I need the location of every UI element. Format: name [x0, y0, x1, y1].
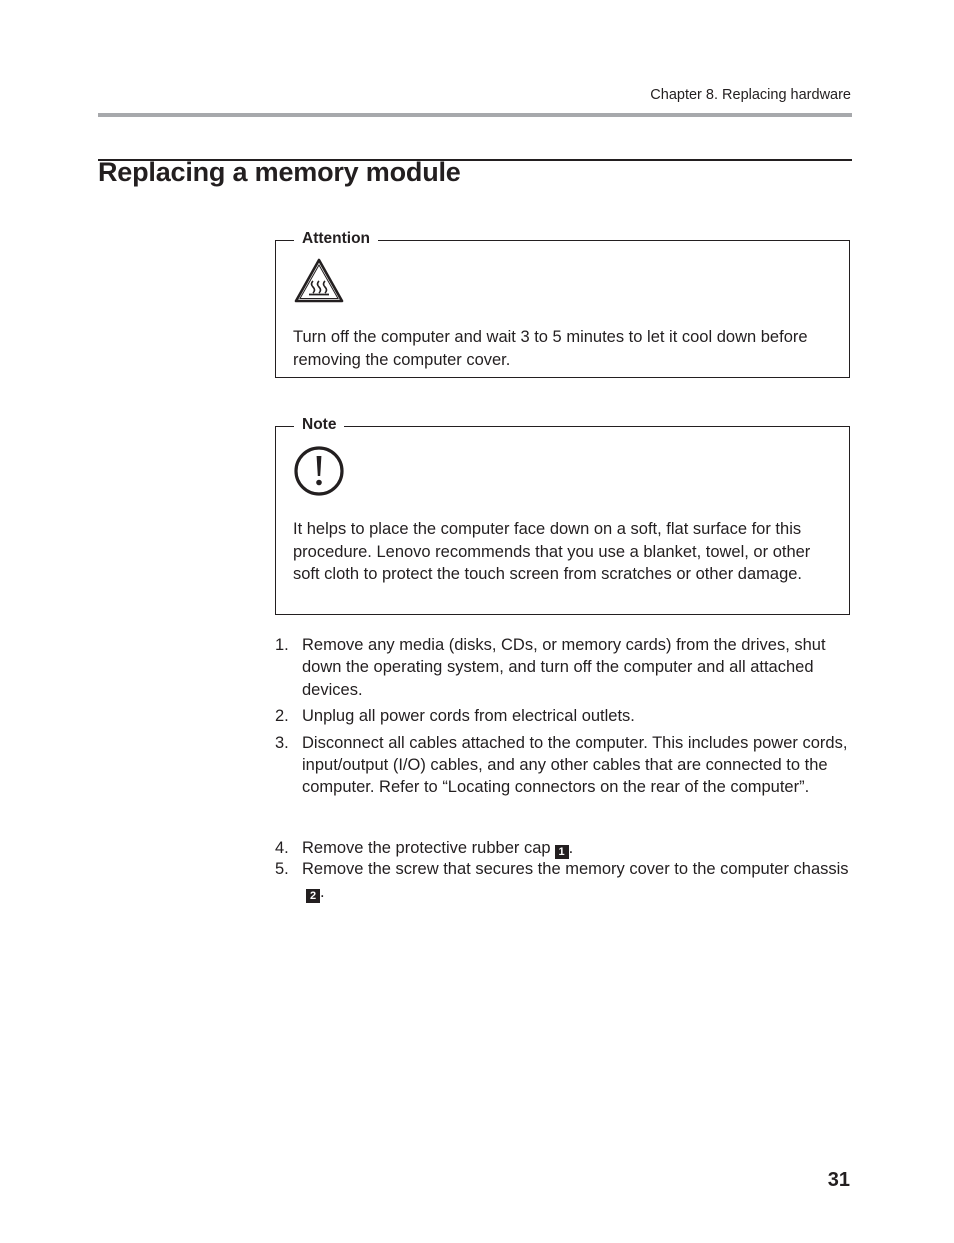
- attention-text: Turn off the computer and wait 3 to 5 minutes to let it cool down before removing the computer cover.: [293, 328, 808, 369]
- page-title: Replacing a memory module: [98, 157, 461, 187]
- step-number: 3.: [275, 733, 289, 752]
- list-item: [275, 705, 855, 727]
- hot-surface-warning-icon: [293, 257, 345, 310]
- step-number: 5.: [275, 860, 289, 879]
- step-text: Unplug all power cords from electrical outlets.: [302, 707, 635, 726]
- note-label: Note: [294, 414, 344, 436]
- step-number: 2.: [275, 707, 289, 726]
- step-text: Remove any media (disks, CDs, or memory cards) from the drives, shut down the operating system, and turn off the computer and all attached devices.: [302, 636, 826, 699]
- steps-list-b: [275, 837, 855, 903]
- exclamation-circle-icon: [293, 445, 345, 502]
- step-text: Remove the screw that secures the memory cover to the computer chassis: [302, 860, 849, 879]
- running-head: Chapter 8. Replacing hardware: [650, 87, 851, 103]
- step-end: .: [568, 839, 574, 857]
- note-text: It helps to place the computer face down on a soft, flat surface for this procedure. Lenovo recommends that you use a blanket, towel, or other soft cloth to protect the touch screen from scratches or other damage.: [293, 520, 811, 584]
- list-item: [275, 634, 855, 701]
- list-item: [275, 837, 855, 859]
- list-item: [275, 858, 855, 903]
- header-rule: [98, 113, 852, 117]
- step-number: 4.: [275, 839, 289, 857]
- step-end: .: [320, 882, 325, 901]
- step-text: Remove the protective rubber cap: [302, 839, 551, 857]
- attention-label: Attention: [294, 228, 378, 250]
- callout-badge: 2: [306, 889, 320, 903]
- attention-box: [275, 230, 850, 378]
- list-item: [275, 732, 855, 799]
- page-number: 31: [827, 1169, 850, 1191]
- note-box: [275, 416, 850, 615]
- step-text: Disconnect all cables attached to the computer. This includes power cords, input/output (I/O) cables, and any other cables that are connected to the computer. Refer to “Locating connectors on the rear of the computer”.: [302, 733, 848, 797]
- callout-badge: 1: [555, 845, 569, 859]
- step-number: 1.: [275, 636, 289, 654]
- steps-list-a: [275, 634, 855, 799]
